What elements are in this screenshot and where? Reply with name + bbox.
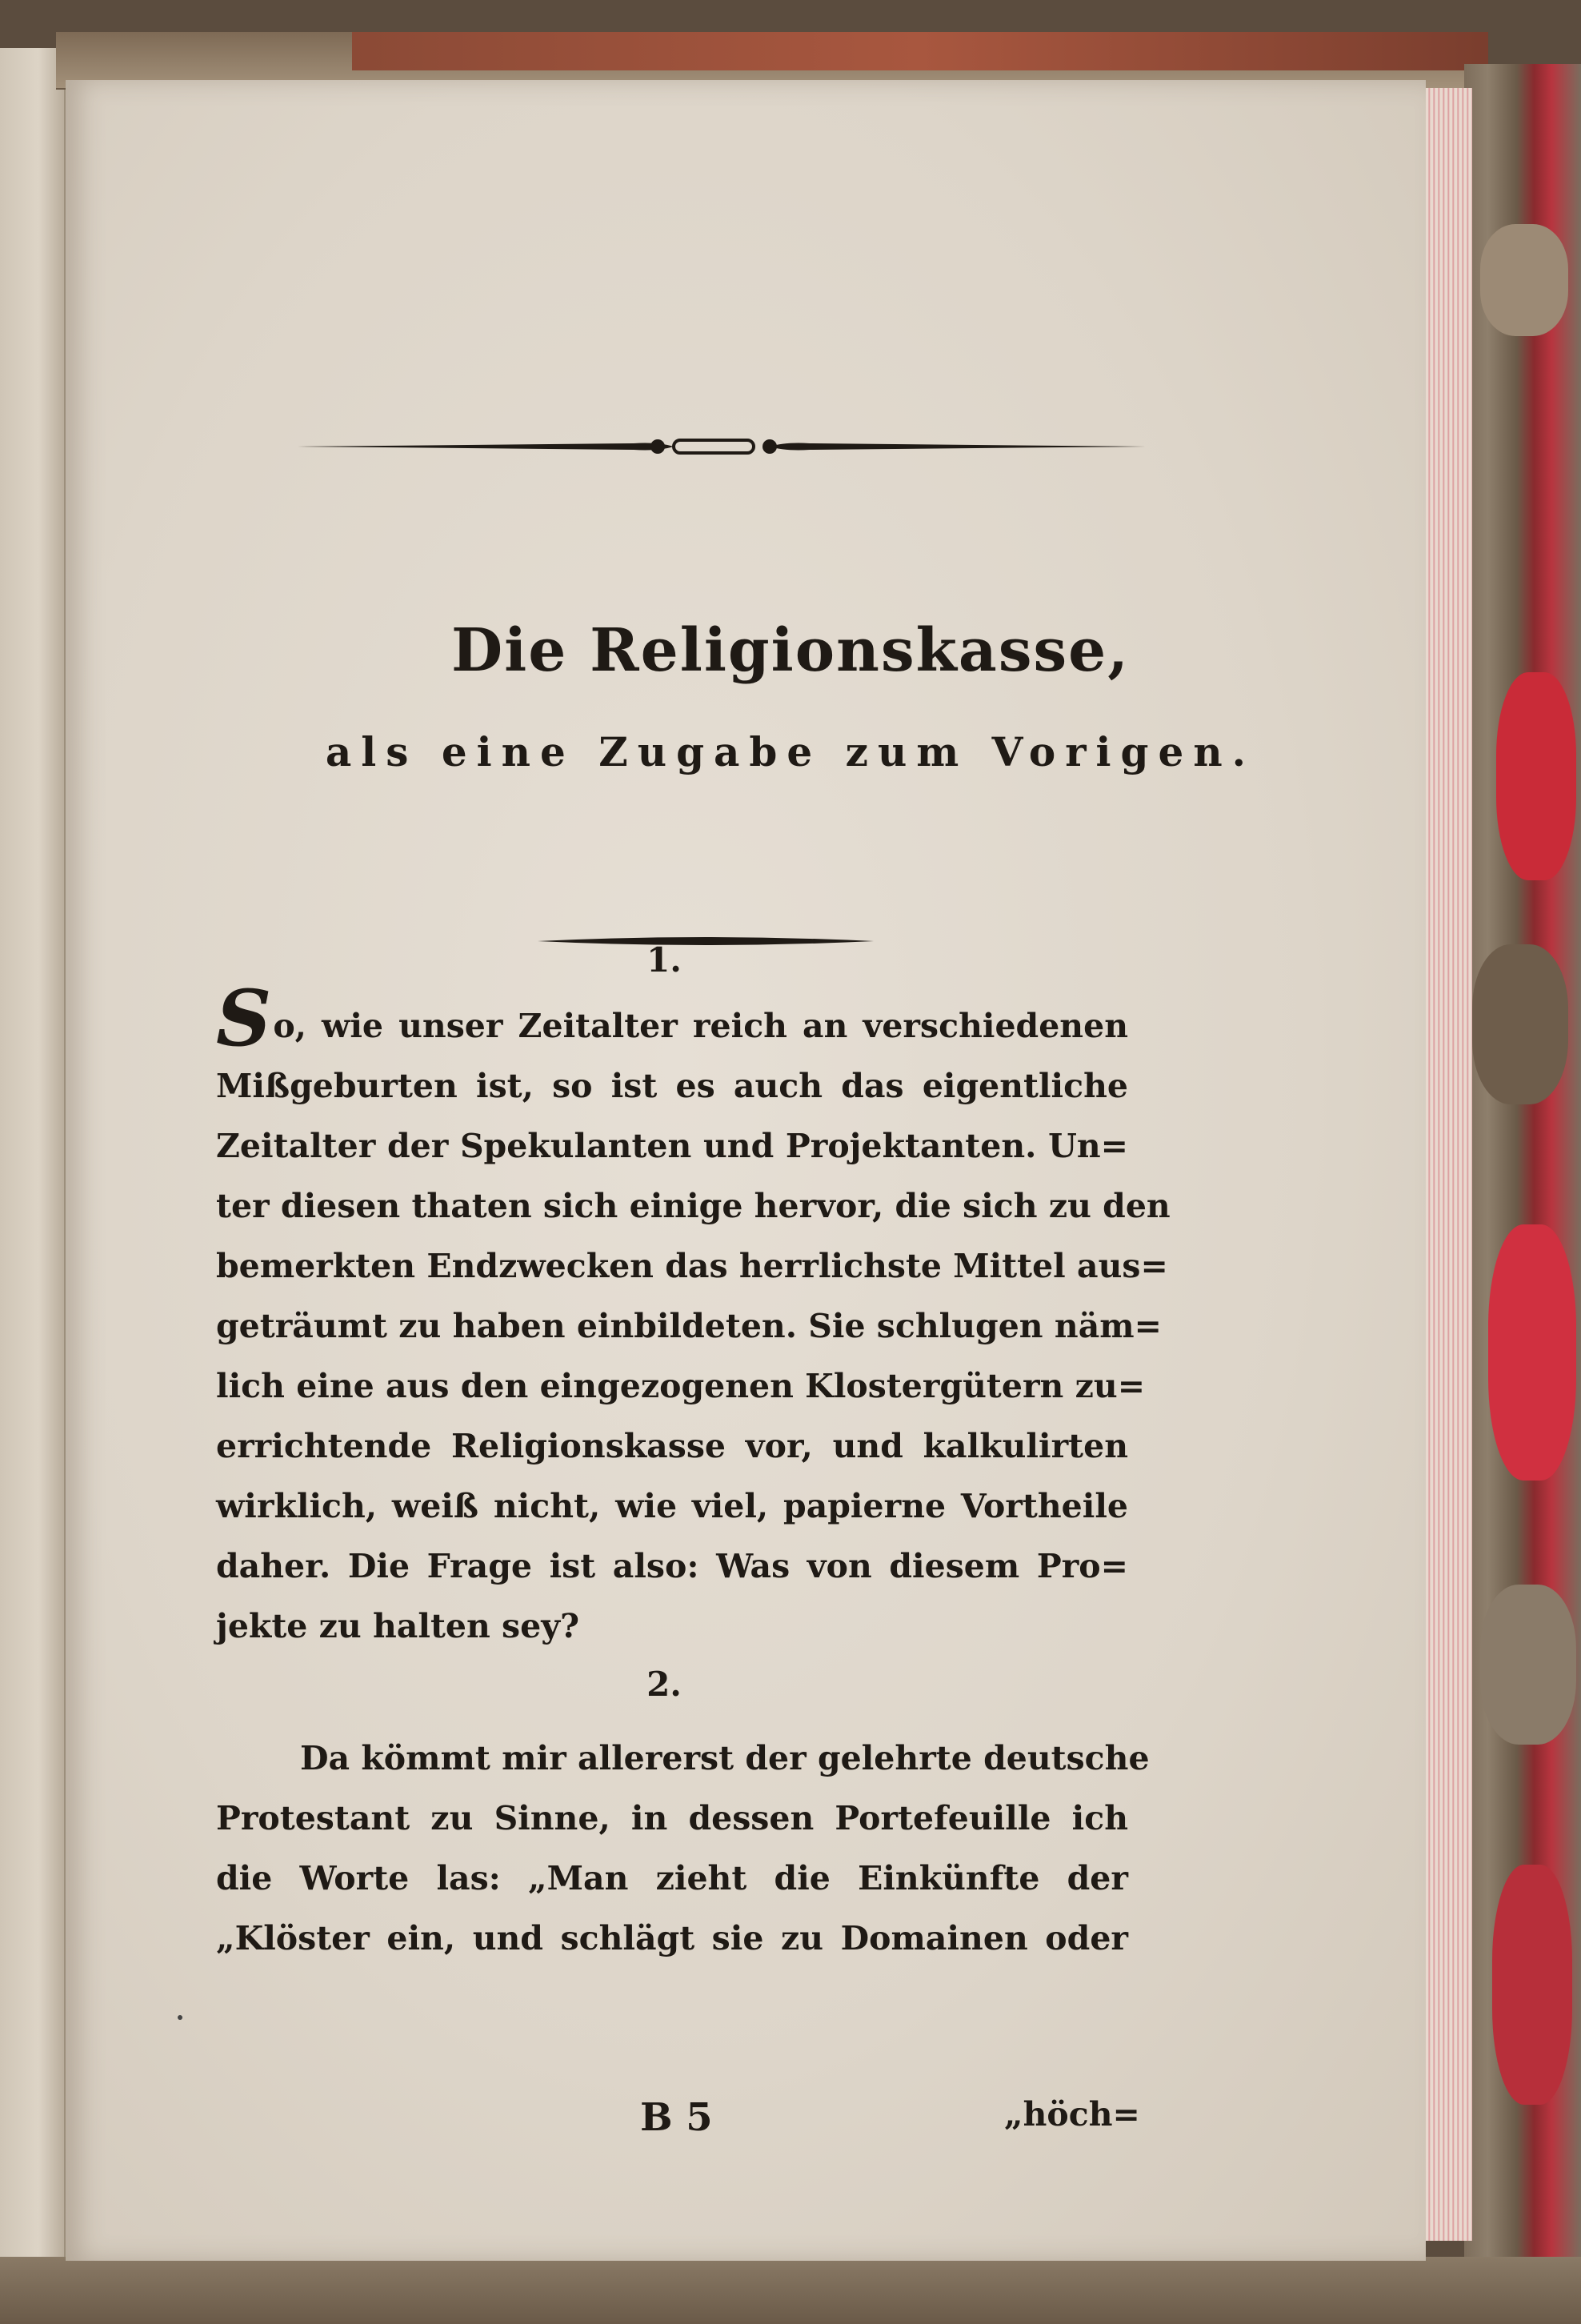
section-number-1: 1. bbox=[646, 940, 682, 980]
text-line: geträumt zu haben einbildeten. Sie schlugen näm= bbox=[216, 1307, 1162, 1345]
marble-pattern bbox=[1480, 1585, 1576, 1745]
section-2-text bbox=[216, 1729, 1150, 1969]
marble-pattern bbox=[1488, 1224, 1576, 1481]
text-line: Zeitalter der Spekulanten und Projektanten. Un= bbox=[216, 1127, 1128, 1165]
text-line: bemerkten Endzwecken das herrlichste Mittel aus= bbox=[216, 1247, 1168, 1285]
left-page-edge bbox=[0, 48, 66, 2265]
text-line: „Klöster ein, und schlägt sie zu Domainen oder bbox=[216, 1919, 1128, 1957]
drop-cap: S bbox=[216, 973, 272, 1064]
text-line: die Worte las: „Man zieht die Einkünfte der bbox=[216, 1859, 1128, 1897]
text-line: lich eine aus den eingezogenen Klostergütern zu= bbox=[216, 1367, 1146, 1405]
text-line bbox=[216, 973, 1128, 1064]
marble-pattern bbox=[1472, 944, 1568, 1104]
marble-pattern bbox=[1496, 672, 1576, 880]
section-number-2: 2. bbox=[646, 1665, 682, 1704]
marble-pattern bbox=[1480, 224, 1568, 336]
text-line: jekte zu halten sey? bbox=[216, 1607, 580, 1645]
fore-edge bbox=[1424, 88, 1472, 2241]
text-line: Da kömmt mir allererst der gelehrte deutsche bbox=[300, 1739, 1150, 1777]
marble-pattern bbox=[1492, 1865, 1572, 2105]
bottom-page-edge bbox=[0, 2257, 1581, 2324]
book-binding bbox=[1464, 64, 1581, 2289]
signature-mark: B 5 bbox=[640, 2095, 713, 2140]
text-line: Protestant zu Sinne, in dessen Portefeuille ich bbox=[216, 1799, 1128, 1837]
ornament-divider-top bbox=[298, 424, 1146, 469]
cover-edge bbox=[352, 32, 1488, 70]
catchword: „höch= bbox=[1004, 2095, 1140, 2134]
text-line-content: o, wie unser Zeitalter reich an verschiedenen bbox=[273, 1007, 1128, 1045]
chapter-title: Die Religionskasse, bbox=[451, 616, 1130, 685]
text-line: daher. Die Frage ist also: Was von diesem Pro= bbox=[216, 1547, 1128, 1585]
section-1-text bbox=[216, 973, 1171, 1657]
text-line: Mißgeburten ist, so ist es auch das eigentliche bbox=[216, 1067, 1128, 1105]
chapter-subtitle: als eine Zugabe zum Vorigen. bbox=[325, 728, 1256, 775]
margin-mark bbox=[178, 2015, 182, 2020]
text-line: errichtende Religionskasse vor, und kalkulirten bbox=[216, 1427, 1128, 1465]
text-line: wirklich, weiß nicht, wie viel, papierne Vortheile bbox=[216, 1487, 1128, 1525]
text-line: ter diesen thaten sich einige hervor, die sich zu den bbox=[216, 1187, 1171, 1225]
